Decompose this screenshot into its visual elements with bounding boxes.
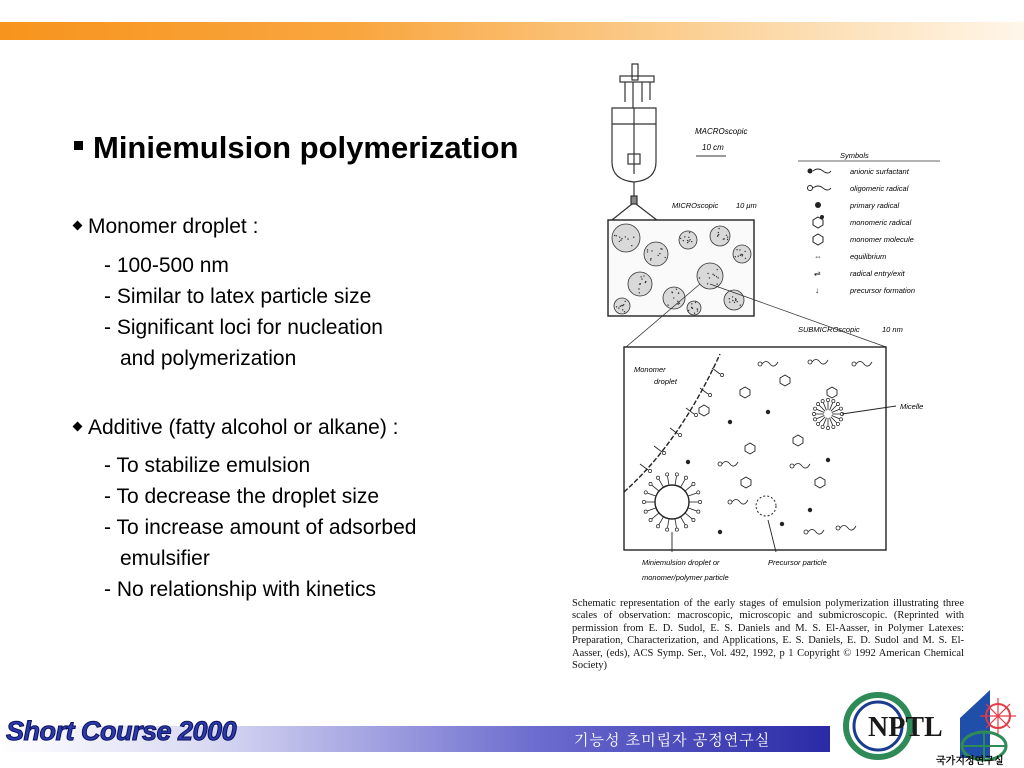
micro-label: MICROscopic <box>672 201 719 210</box>
square-bullet-icon <box>74 141 83 150</box>
nptl-logo <box>842 692 946 760</box>
slide-title: Miniemulsion polymerization <box>74 130 518 166</box>
section-lines-monomer <box>104 250 383 374</box>
symbol-label: radical entry/exit <box>850 269 905 278</box>
list-item: emulsifier <box>120 547 210 570</box>
list-item: - To stabilize emulsion <box>104 454 311 477</box>
symbol-label: monomeric radical <box>850 218 912 227</box>
precursor-label: Precursor particle <box>768 558 827 567</box>
list-item: - To decrease the droplet size <box>104 485 380 508</box>
symbol-label: primary radical <box>850 201 900 210</box>
nptl-wordmark: NPTL <box>868 712 943 743</box>
macro-scale: 10 cm <box>702 143 724 152</box>
section-heading-monomer: Monomer droplet : <box>72 215 258 239</box>
symbols-title: Symbols <box>840 151 869 160</box>
section-heading-additive: Additive (fatty alcohol or alkane) : <box>72 416 399 440</box>
droplet <box>612 224 640 252</box>
macro-label: MACROscopic <box>695 127 748 136</box>
submicro-scale: 10 nm <box>882 325 903 334</box>
course-logo: Short Course 2000 <box>6 716 237 746</box>
symbol-glyphs <box>808 169 832 296</box>
droplet <box>733 245 751 263</box>
list-item: - No relationship with kinetics <box>104 578 376 601</box>
institute-label: 국가지정연구실 <box>936 756 1004 767</box>
symbol-label: equilibrium <box>850 252 887 261</box>
diamond-bullet-icon <box>73 221 83 231</box>
symbol-label: precursor formation <box>850 286 916 295</box>
symbol-label: anionic surfactant <box>850 167 909 176</box>
micelle-label: Micelle <box>900 402 924 411</box>
list-item: - Significant loci for nucleation <box>104 316 383 339</box>
submicro-label: SUBMICROscopic <box>798 325 860 334</box>
micro-scale: 10 μm <box>736 201 757 210</box>
list-item: - Similar to latex particle size <box>104 285 372 308</box>
top-accent-bar <box>0 22 1024 40</box>
svg-text:⇌: ⇌ <box>814 269 821 278</box>
section-lines-additive <box>104 450 416 605</box>
emulsion-schematic-figure <box>570 62 970 582</box>
figure-caption: Schematic representation of the early stages of emulsion polymerization illustrating three scales of observation: macroscopic, microscopic and submicroscopic. (Reprinted with permission from E. D. Sudol, E. S. Daniels and M. S. El-Aasser, in Polymer Latexes: Preparation, Characterization, and Applications, E. S. Daniels, E. D. Sudol and M. S. El-Aasser, (eds), ACS Symp. Ser., Vol. 492, 1992, p 1 Copyright © 1992 American Chemical Society) <box>572 598 964 672</box>
list-item: - To increase amount of adsorbed <box>104 516 417 539</box>
lab-name: 기능성 초미립자 공정연구실 <box>574 732 771 749</box>
symbol-label: monomer molecule <box>850 235 914 244</box>
droplet <box>697 263 723 289</box>
miniemulsion-label: Miniemulsion droplet or <box>642 558 720 567</box>
droplet <box>644 242 668 266</box>
symbol-label: oligomeric radical <box>850 184 909 193</box>
miniemulsion-label: monomer/polymer particle <box>642 573 729 582</box>
list-item: - 100-500 nm <box>104 254 229 277</box>
svg-text:↓: ↓ <box>815 286 819 295</box>
reactor-vessel-icon <box>612 64 662 224</box>
droplet <box>710 226 730 246</box>
monomer-droplet-label: Monomer <box>634 365 666 374</box>
list-item: and polymerization <box>120 347 297 370</box>
svg-text:⇔: ⇔ <box>814 252 822 261</box>
diamond-bullet-icon <box>73 422 83 432</box>
monomer-droplet-label: droplet <box>654 377 677 386</box>
